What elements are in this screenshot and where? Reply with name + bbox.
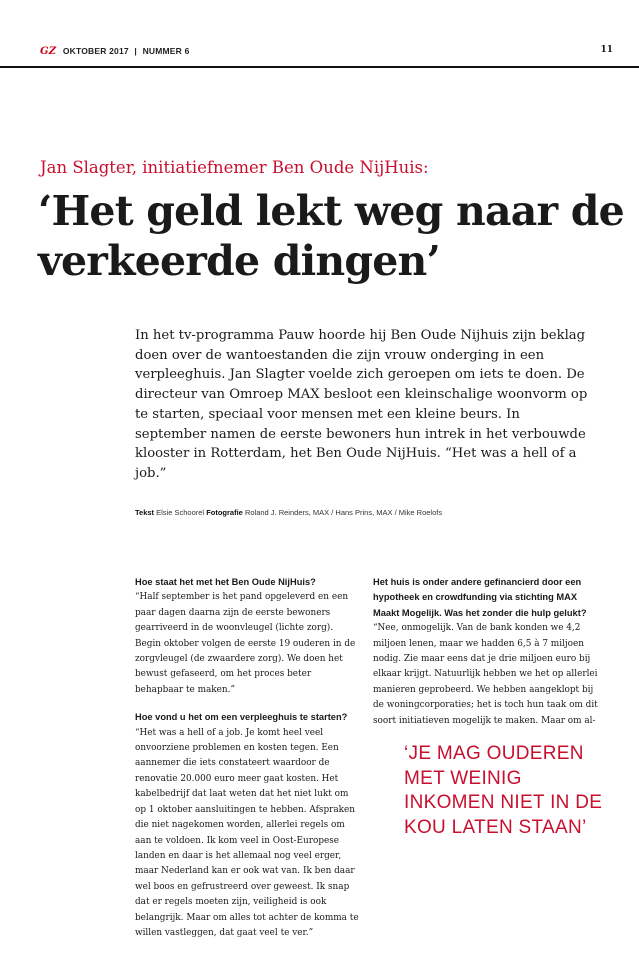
article-lead: In het tv-programma Pauw hoorde hij Ben Oude Nijhuis zijn beklag doen over de wantoestanden die zijn vrouw onderging in een verpleeghuis. Jan Slagter voelde zich geroepen om iets te doen. De directeur van Omroep MAX besloot een kleinschalige woonvorm op te starten, speciaal voor mensen met een kleine beurs. In september namen de eerste bewoners hun intrek in het verbouwde klooster in Rotterdam, het Ben Oude NijHuis. “Het was a hell of a job.” <box>135 328 588 481</box>
answer-3: “Nee, onmogelijk. Van de bank konden we 4,2 miljoen lenen, maar we hadden 6,5 à 7 miljoen nodig. Zie maar eens dat je drie miljoen euro bij elkaar krijgt. Natuurlijk hebben we het op allerlei manieren geprobeerd. We hebben aangeklopt bij de woningcorporaties; het is toch hun taak om dit soort initiatieven mogelijk te maken. Maar om al- <box>373 623 598 726</box>
pull-quote: ‘JE MAG OUDEREN MET WEINIG INKOMEN NIET IN DE KOU LATEN STAAN’ <box>404 743 603 838</box>
credits-photo-label: Fotografie <box>206 508 243 517</box>
column-left <box>135 575 361 953</box>
answer-2: “Het was a hell of a job. Je komt heel veel onvoorziene problemen en kosten tegen. Een aannemer die iets constateert waardoor de renovatie 20.000 euro meer gaat kosten. Het kabelbedrijf dat laat weten dat het niet lukt om op 1 oktober aansluitingen te hebben. Afspraken die niet nagekomen worden, allerlei regels om aan te voldoen. Ik kom veel in Oost-Europese landen en daar is het allemaal nog veel erger, maar Nederland kan er ook wat van. Ik ben daar wel boos en gefrustreerd over geweest. Ik snap dat er regels moeten zijn, veiligheid is ook belangrijk. Maar om alles tot achter de komma te willen vastleggen, dat gaat veel te ver.” <box>135 727 359 938</box>
page-number: 11 <box>600 45 613 55</box>
gz-logo: GZ <box>40 46 57 57</box>
issue-date: OKTOBER 2017 <box>62 46 129 56</box>
page-header <box>40 46 190 57</box>
article-kicker: Jan Slagter, initiatiefnemer Ben Oude NijHuis: <box>40 158 429 177</box>
question-1: Hoe staat het met het Ben Oude NijHuis? <box>135 577 316 587</box>
credits-text-label: Tekst <box>135 508 155 517</box>
article-title: ‘Het geld lekt weg naar de verkeerde dingen’ <box>38 187 624 285</box>
header-rule <box>0 66 639 68</box>
credits-text-author: Elsie Schoorel <box>156 508 205 517</box>
header-separator: | <box>134 46 137 56</box>
question-2: Hoe vond u het om een verpleeghuis te starten? <box>135 712 348 723</box>
answer-1: “Half september is het pand opgeleverd en een paar dagen daarna zijn de eerste bewoners gearriveerd in de woonvleugel (lichte zorg). Begin oktober volgen de eerste 19 ouderen in de zorgvleugel (de zwaardere zorg). We doen het bewust gefaseerd, om het proces beter behapbaar te maken.” <box>135 592 356 695</box>
question-3: Het huis is onder andere gefinancierd door een hypotheek en crowdfunding via stichting MAX Maakt Mogelijk. Was het zonder die hulp gelukt? <box>373 577 587 618</box>
credits-photo-author: Roland J. Reinders, MAX / Hans Prins, MAX / Mike Roelofs <box>244 508 443 517</box>
issue-number: NUMMER 6 <box>142 46 190 56</box>
column-right <box>373 575 603 741</box>
credits <box>135 508 442 517</box>
